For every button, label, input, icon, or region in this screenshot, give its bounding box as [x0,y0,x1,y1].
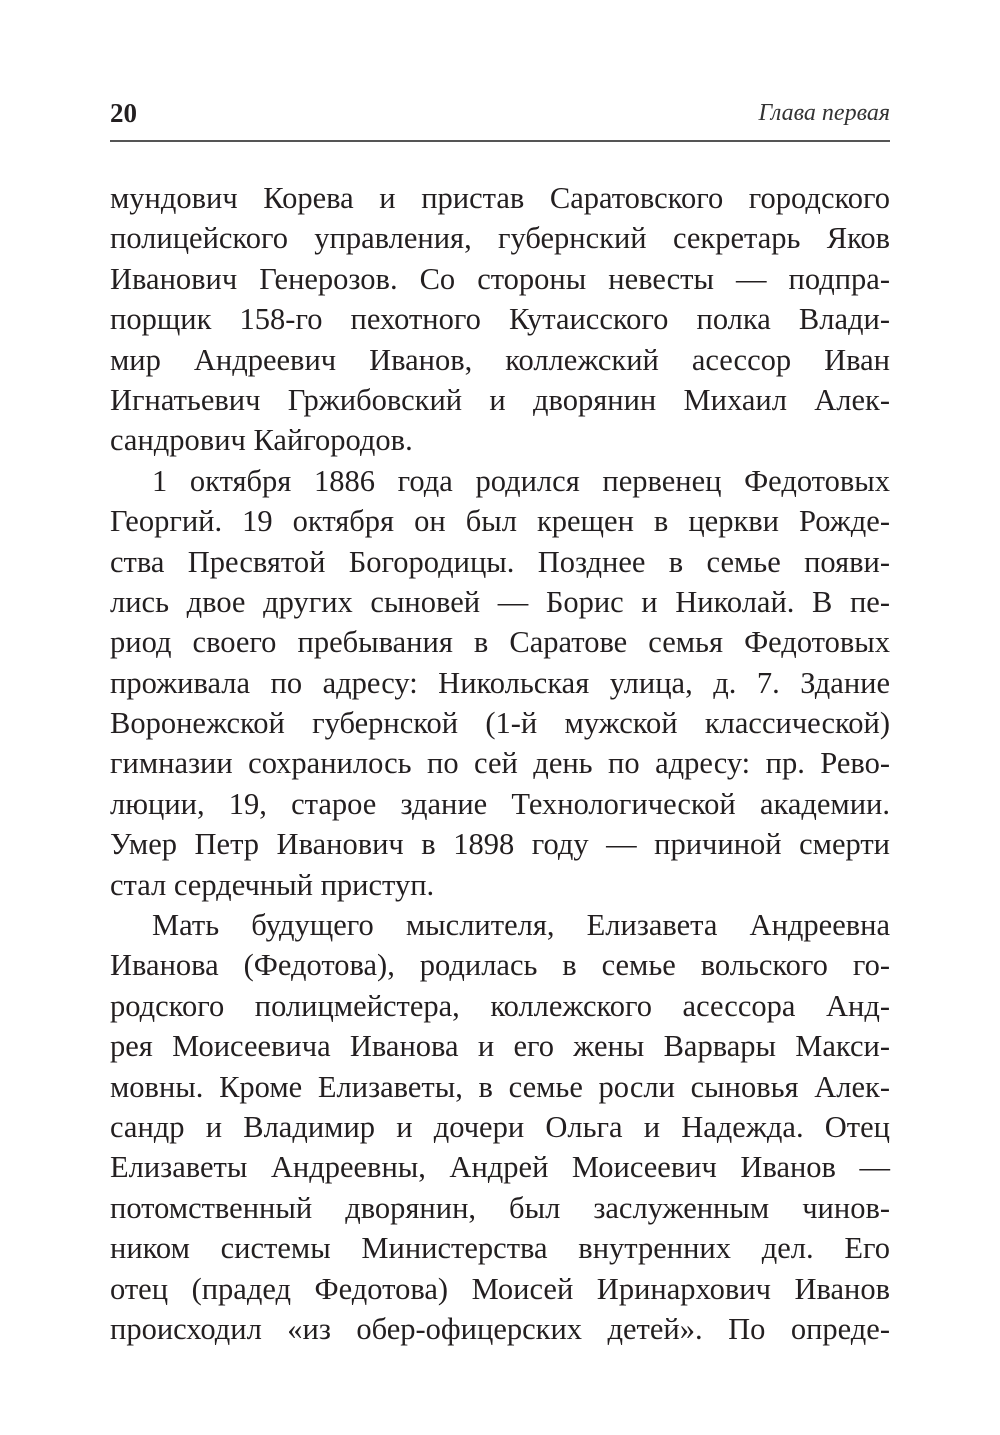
text-line: риод своего пребывания в Саратове семья Федотовых [110,625,890,660]
text-line: лись двое других сыновей — Борис и Николай. В пе- [110,584,890,619]
text-line: Игнатьевич Гржибовский и дворянин Михаил Алек- [110,382,890,417]
text-line: полицейского управления, губернский секретарь Яков [110,221,890,256]
text-line: сандр и Владимир и дочери Ольга и Надежда. Отец [110,1109,890,1144]
text-line: Георгий. 19 октября он был крещен в церкви Рожде- [110,504,890,539]
text-line: потомственный дворянин, был заслуженным чинов- [110,1190,890,1225]
text-line: родского полицмейстера, коллежского асессора Анд- [110,988,890,1023]
text-line: Елизаветы Андреевны, Андрей Моисеевич Иванов — [110,1150,890,1185]
text-line: ником системы Министерства внутренних дел. Его [110,1231,890,1266]
running-header-chapter: Глава первая [758,100,890,126]
text-line: мундович Корева и пристав Саратовского городского [110,181,890,215]
text-line: Иванова (Федотова), родилась в семье вольского го- [110,948,890,983]
text-line: Воронежской губернской (1-й мужской классической) [110,706,890,741]
text-line: 1 октября 1886 года родился первенец Федотовых [152,463,890,498]
text-line: стал сердечный приступ. [110,867,435,902]
text-line: порщик 158-го пехотного Кутаисского полка Влади- [110,302,890,337]
text-line: происходил «из обер-офицерских детей». По опреде- [110,1311,890,1346]
body-text [110,178,890,1349]
text-line: Иванович Генерозов. Со стороны невесты — подпра- [110,261,890,296]
text-line: мовны. Кроме Елизаветы, в семье росли сыновья Алек- [110,1069,890,1104]
text-line: отец (прадед Федотова) Моисей Иринархович Иванов [110,1271,890,1306]
text-line: сандрович Кайгородов. [110,423,413,458]
text-line: проживала по адресу: Никольская улица, д. 7. Здание [110,665,890,700]
text-line: мир Андреевич Иванов, коллежский асессор Иван [110,342,890,377]
text-line: гимназии сохранилось по сей день по адресу: пр. Рево- [110,746,890,781]
text-line: рея Моисеевича Иванова и его жены Варвары Макси- [110,1029,890,1064]
text-line: Мать будущего мыслителя, Елизавета Андреевна [152,908,890,943]
text-line: ства Пресвятой Богородицы. Позднее в семье появи- [110,544,890,579]
header-rule [110,140,890,142]
text-line: Умер Петр Иванович в 1898 году — причиной смерти [110,827,890,862]
page-number: 20 [110,98,137,128]
text-line: люции, 19, старое здание Технологической академии. [110,786,890,821]
